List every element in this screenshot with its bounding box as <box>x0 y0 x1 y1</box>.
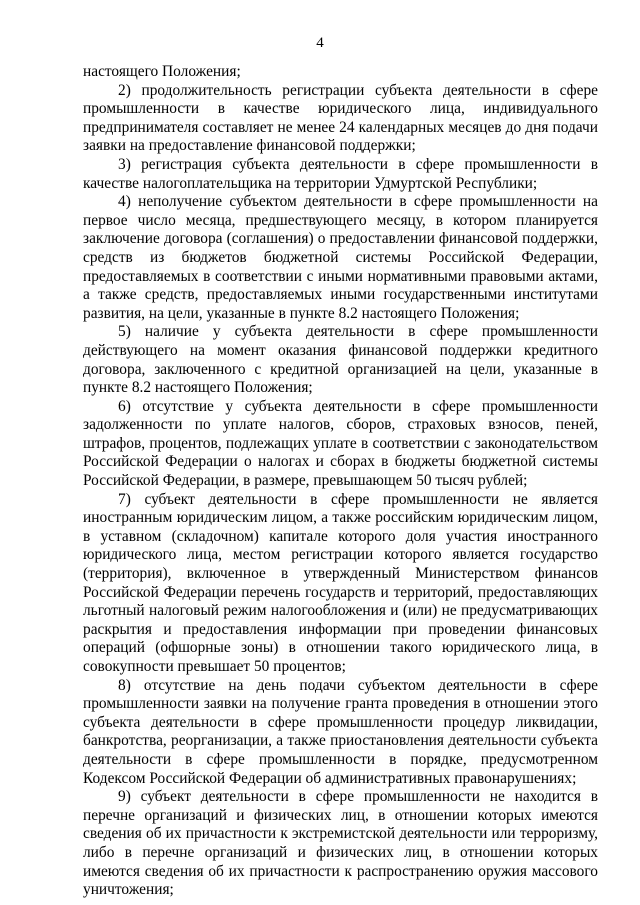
paragraph-item-8: 8) отсутствие на день подачи субъектом деятельности в сфере промышленности заявки на получение гранта проведения в отношении этого субъекта деятельности в сфере промышленности процедур ликвидации, банкротства, реорганизации, а также приостановления деятельности субъекта деятельности в сфере промышленности в порядке, предусмотренном Кодексом Российской Федерации об административных правонарушениях; <box>83 676 598 787</box>
paragraph-item-4: 4) неполучение субъектом деятельности в сфере промышленности на первое число месяца, предшествующего месяцу, в котором планируется заключение договора (соглашения) о предоставлении финансовой поддержки, средств из бюджетов бюджетной системы Российской Федерации, предоставляемых в соответствии с иными нормативными правовыми актами, а также средств, предоставляемых иными государственными институтами развития, на цели, указанные в пункте 8.2 настоящего Положения; <box>83 193 598 322</box>
paragraph-item-3: 3) регистрация субъекта деятельности в сфере промышленности в качестве налогоплательщика на территории Удмуртской Республики; <box>83 155 598 192</box>
paragraph-item-7: 7) субъект деятельности в сфере промышленности не является иностранным юридическим лицом, а также российским юридическим лицом, в уставном (складочном) капитале которого доля участия иностранного юридического лица, местом регистрации которого является государство (территория), включенное в утвержденный Министерством финансов Российской Федерации перечень государств и территорий, предоставляющих льготный налоговый режим налогообложения и (или) не предусматривающих раскрытия и предоставления информации при проведении финансовых операций (офшорные зоны) в отношении такого юридического лица, в совокупности превышает 50 процентов; <box>83 490 598 675</box>
paragraph-item-5: 5) наличие у субъекта деятельности в сфере промышленности действующего на момент оказания финансовой поддержки кредитного договора, заключенного с кредитной организацией на цели, указанные в пункте 8.2 настоящего Положения; <box>83 323 598 397</box>
paragraph-continuation: настоящего Положения; <box>83 63 241 80</box>
page-number: 4 <box>316 35 324 51</box>
paragraph-item-9: 9) субъект деятельности в сфере промышленности не находится в перечне организаций и физических лиц, в отношении которых имеются сведения об их причастности к экстремистской деятельности или терроризму, либо в перечне организаций и физических лиц, в отношении которых имеются сведения об их причастности к распространению оружия массового уничтожения; <box>83 788 598 899</box>
paragraph-item-2: 2) продолжительность регистрации субъекта деятельности в сфере промышленности в качестве юридического лица, индивидуального предпринимателя составляет не менее 24 календарных месяцев до дня подачи заявки на предоставление финансовой поддержки; <box>83 81 598 155</box>
document-body <box>83 63 598 900</box>
paragraph-item-6: 6) отсутствие у субъекта деятельности в сфере промышленности задолженности по уплате налогов, сборов, страховых взносов, пеней, штрафов, процентов, подлежащих уплате в соответствии с законодательством Российской Федерации о налогах и сборах в бюджеты бюджетной системы Российской Федерации, в размере, превышающем 50 тысяч рублей; <box>83 397 598 490</box>
